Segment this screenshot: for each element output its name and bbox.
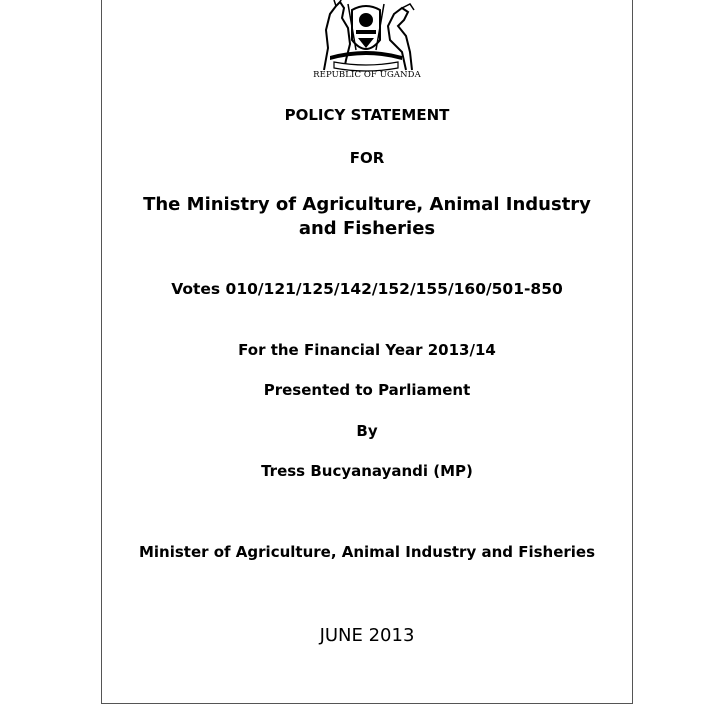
coat-of-arms-seal bbox=[306, 0, 426, 72]
ministry-name: The Ministry of Agriculture, Animal Industry and Fisheries bbox=[143, 194, 591, 239]
document-heading: POLICY STATEMENT bbox=[284, 106, 450, 124]
presenter-name: Tress Bucyanayandi (MP) bbox=[261, 462, 473, 480]
votes-line: Votes 010/121/125/142/152/155/160/501-850 bbox=[171, 280, 563, 298]
financial-year: For the Financial Year 2013/14 bbox=[238, 341, 496, 359]
by-label: By bbox=[356, 422, 378, 440]
presented-to: Presented to Parliament bbox=[263, 381, 471, 399]
presenter-title: Minister of Agriculture, Animal Industry and Fisheries bbox=[138, 543, 596, 561]
document-date: JUNE 2013 bbox=[319, 625, 415, 646]
for-label: FOR bbox=[349, 149, 385, 167]
seal-caption: REPUBLIC OF UGANDA bbox=[313, 70, 421, 80]
